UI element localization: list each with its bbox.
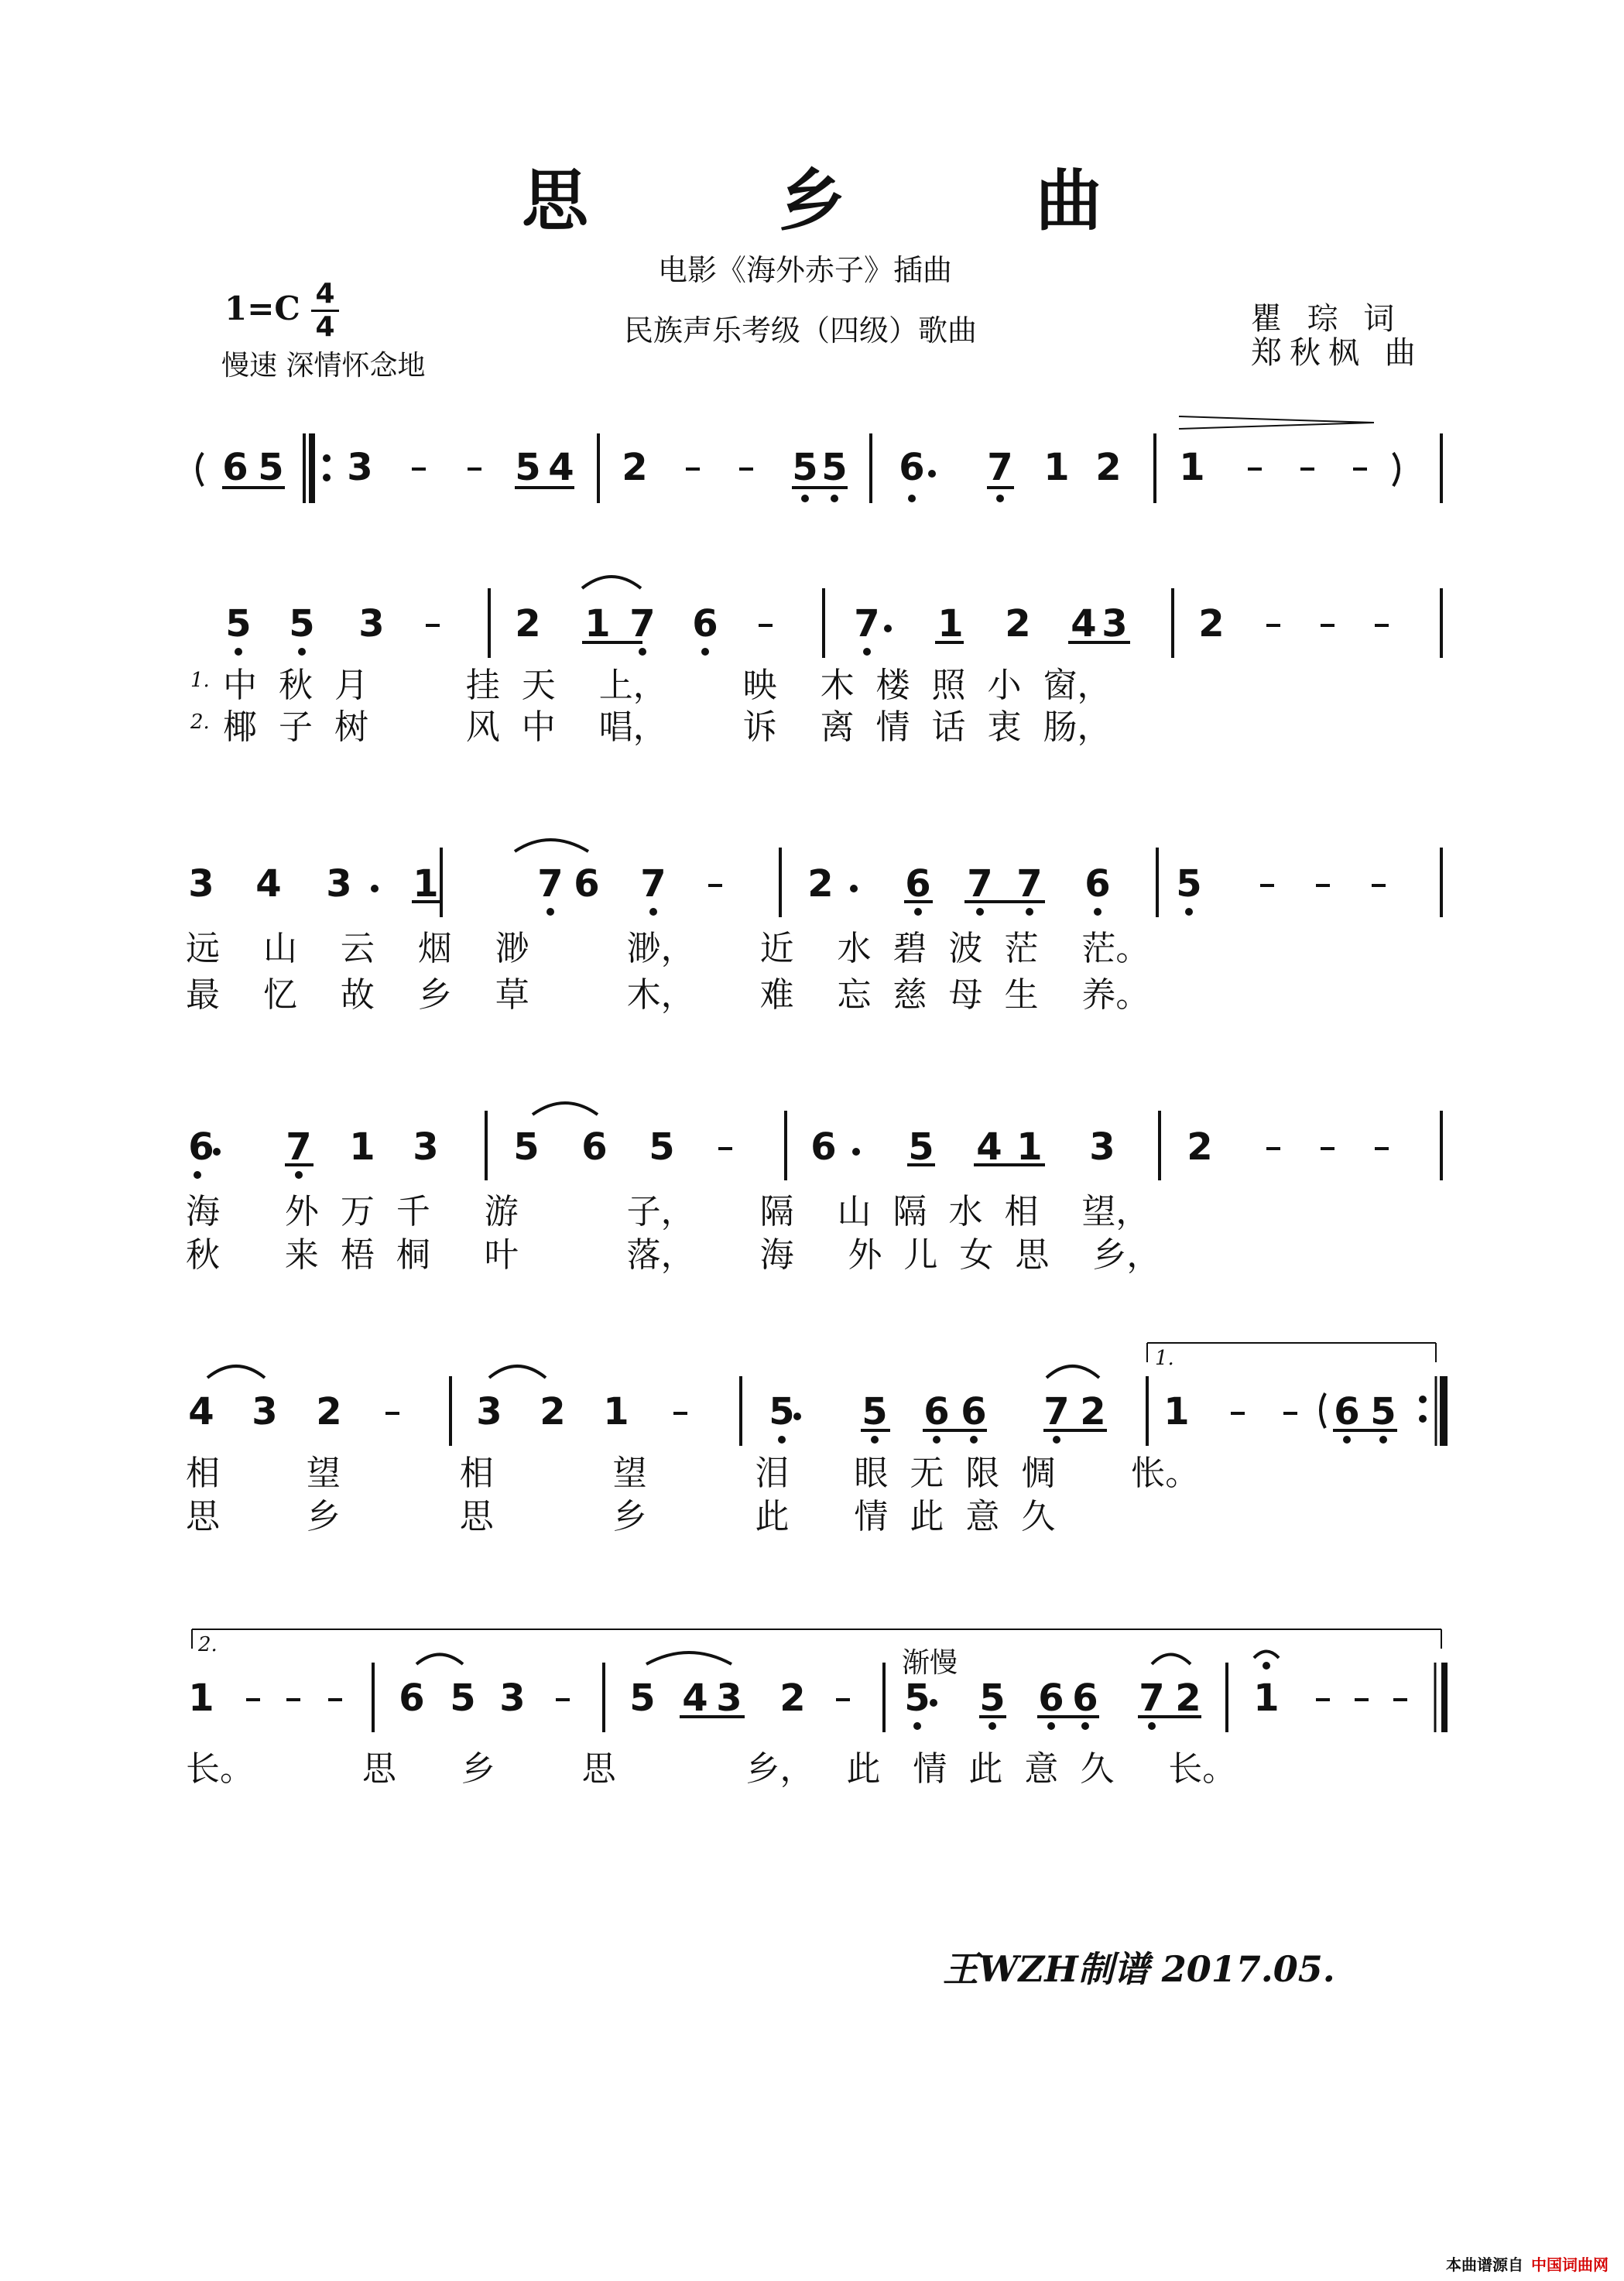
dash — [739, 468, 753, 471]
note: 7 — [967, 862, 993, 906]
paren-close — [1393, 453, 1399, 486]
note: 1 — [1163, 1390, 1190, 1433]
note: 6 — [581, 1125, 608, 1169]
dash — [1231, 1412, 1245, 1415]
note: 7 — [629, 602, 656, 646]
lyrics-row3-verse2: 最 忆 故 乡 草 木， 难 忘 慈 母 生 养。 — [186, 975, 1150, 1015]
note: 5 — [979, 1677, 1006, 1720]
note: 4 — [255, 862, 282, 906]
dash — [1316, 1698, 1330, 1701]
dash — [1283, 1412, 1297, 1415]
song-title: 思 乡 曲 — [522, 162, 1186, 240]
note: 1 — [413, 862, 439, 906]
note: 6 — [1334, 1390, 1360, 1433]
note: 3 — [716, 1677, 742, 1720]
lyrics-row2-verse1: 中 秋 月 挂 天 上， 映 木 楼 照 小 窗， — [223, 666, 1112, 705]
dash — [412, 468, 426, 471]
note: 7 — [1016, 862, 1043, 906]
dash — [426, 624, 440, 627]
key-signature: 1=C — [224, 289, 300, 327]
note: 5 — [225, 602, 252, 646]
note: 2 — [316, 1390, 342, 1433]
transcriber-signature: 王WZH制谱 2017.05. — [943, 1948, 1335, 1990]
note: 3 — [476, 1390, 502, 1433]
note: 3 — [413, 1125, 439, 1169]
tempo-change: 渐慢 — [902, 1647, 958, 1679]
note: 6 — [961, 1390, 987, 1433]
note: 3 — [499, 1677, 526, 1720]
dash — [1321, 624, 1334, 627]
dash — [556, 1698, 570, 1701]
note: 2 — [1005, 602, 1031, 646]
verse-label-2: 2. — [190, 711, 210, 734]
note: 1 — [1253, 1677, 1280, 1720]
note: 7 — [987, 446, 1013, 489]
note: 3 — [358, 602, 385, 646]
note: 4 — [548, 446, 574, 489]
dash — [759, 624, 773, 627]
note: 2 — [515, 602, 541, 646]
note: 5 — [515, 446, 541, 489]
dash — [328, 1698, 342, 1701]
dash — [836, 1698, 850, 1701]
note: 7 — [854, 602, 880, 646]
note: 5 — [649, 1125, 675, 1169]
note: 6 — [810, 1125, 837, 1169]
lyrics-row3-verse1: 远 山 云 烟 渺 渺， 近 水 碧 波 茫 茫。 — [186, 929, 1150, 968]
dash — [1316, 884, 1330, 887]
note: 1 — [937, 602, 964, 646]
note: 6 — [574, 862, 600, 906]
lyrics-row6: 长。 思 乡 思 乡， 此 情 此 意 久 长。 — [186, 1749, 1237, 1789]
note: 6 — [1072, 1677, 1098, 1720]
dash — [1353, 468, 1367, 471]
note: 7 — [286, 1125, 312, 1169]
note: 2 — [1198, 602, 1225, 646]
dash — [708, 884, 722, 887]
note: 1 — [584, 602, 611, 646]
dash — [686, 468, 700, 471]
note: 2 — [1095, 446, 1122, 489]
note: 6 — [222, 446, 248, 489]
dash — [1248, 468, 1262, 471]
note: 6 — [188, 1125, 214, 1169]
dash — [1393, 1698, 1407, 1701]
note: 6 — [692, 602, 718, 646]
volta-2-label: 2. — [198, 1633, 218, 1656]
note: 6 — [1084, 862, 1111, 906]
note: 5 — [1370, 1390, 1396, 1433]
dash — [1355, 1698, 1369, 1701]
dash — [1266, 624, 1280, 627]
tempo-marking: 慢速 深情怀念地 — [221, 350, 426, 382]
note: 6 — [905, 862, 931, 906]
footer-source-label: 本曲谱源自 — [1446, 2255, 1523, 2274]
note: 5 — [792, 446, 818, 489]
note: 5 — [513, 1125, 540, 1169]
subtitle: 电影《海外赤子》插曲 — [658, 253, 953, 287]
note: 4 — [1071, 602, 1097, 646]
lyrics-row2-verse2: 椰 子 树 风 中 唱， 诉 离 情 话 衷 肠， — [223, 707, 1112, 747]
note: 5 — [289, 602, 315, 646]
note: 3 — [1102, 602, 1128, 646]
dash — [1300, 468, 1314, 471]
note: 1 — [188, 1677, 214, 1720]
note: 3 — [1089, 1125, 1115, 1169]
note: 1 — [1016, 1125, 1043, 1169]
fermata-arc — [1254, 1652, 1279, 1659]
lyrics-row4-verse2: 秋 来 梧 桐 叶 落， 海 外 儿 女 思 乡， — [186, 1235, 1161, 1275]
note: 6 — [923, 1390, 950, 1433]
time-signature-bottom: 4 — [315, 311, 335, 343]
note: 6 — [399, 1677, 425, 1720]
note: 5 — [258, 446, 284, 489]
dash — [1260, 884, 1274, 887]
note: 1 — [1043, 446, 1070, 489]
note: 7 — [1139, 1677, 1165, 1720]
note: 5 — [1176, 862, 1202, 906]
dash — [468, 468, 481, 471]
note: 1 — [603, 1390, 629, 1433]
note: 7 — [640, 862, 666, 906]
note: 6 — [1038, 1677, 1064, 1720]
note: 1 — [1179, 446, 1205, 489]
note: 2 — [540, 1390, 566, 1433]
note: 7 — [537, 862, 564, 906]
dash — [718, 1147, 732, 1150]
lyricist-credit: 瞿 琮 词 — [1251, 301, 1403, 337]
lyrics-row4-verse1: 海 外 万 千 游 子， 隔 山 隔 水 相 望， — [186, 1192, 1150, 1231]
lyrics-row5-verse1: 相 望 相 望 泪 眼 无 限 惆 怅。 — [186, 1454, 1200, 1493]
note: 5 — [908, 1125, 934, 1169]
footer-site-link[interactable]: 中国词曲网 — [1531, 2255, 1609, 2274]
note: 5 — [450, 1677, 476, 1720]
volta-1-label: 1. — [1155, 1347, 1174, 1370]
paren-open-2 — [1321, 1393, 1325, 1428]
dash — [1321, 1147, 1334, 1150]
lyrics-row5-verse2: 思 乡 思 乡 此 情 此 意 久 — [186, 1497, 1056, 1536]
note: 2 — [1080, 1390, 1106, 1433]
note: 3 — [347, 446, 373, 489]
dash — [1266, 1147, 1280, 1150]
verse-label-1: 1. — [190, 669, 210, 692]
note: 2 — [807, 862, 834, 906]
note: 4 — [682, 1677, 708, 1720]
note: 3 — [326, 862, 352, 906]
dash — [1372, 884, 1386, 887]
dash — [1375, 1147, 1389, 1150]
note: 5 — [629, 1677, 656, 1720]
note: 3 — [188, 862, 214, 906]
note: 4 — [188, 1390, 214, 1433]
note: 2 — [1175, 1677, 1201, 1720]
note: 5 — [821, 446, 848, 489]
note: 2 — [779, 1677, 806, 1720]
note: 6 — [899, 446, 925, 489]
time-signature-top: 4 — [315, 278, 335, 310]
dash — [1375, 624, 1389, 627]
note: 3 — [252, 1390, 278, 1433]
note: 2 — [622, 446, 648, 489]
dash — [246, 1698, 260, 1701]
note: 5 — [862, 1390, 888, 1433]
note: 4 — [976, 1125, 1002, 1169]
paren-open — [197, 453, 203, 486]
note: 5 — [904, 1677, 930, 1720]
note: 5 — [769, 1390, 795, 1433]
dash — [286, 1698, 300, 1701]
note: 2 — [1187, 1125, 1213, 1169]
note: 7 — [1043, 1390, 1070, 1433]
dash — [385, 1412, 399, 1415]
dash — [673, 1412, 687, 1415]
note: 1 — [349, 1125, 375, 1169]
composer-credit: 郑秋枫 曲 — [1251, 335, 1424, 371]
exam-note: 民族声乐考级（四级）歌曲 — [624, 313, 978, 348]
